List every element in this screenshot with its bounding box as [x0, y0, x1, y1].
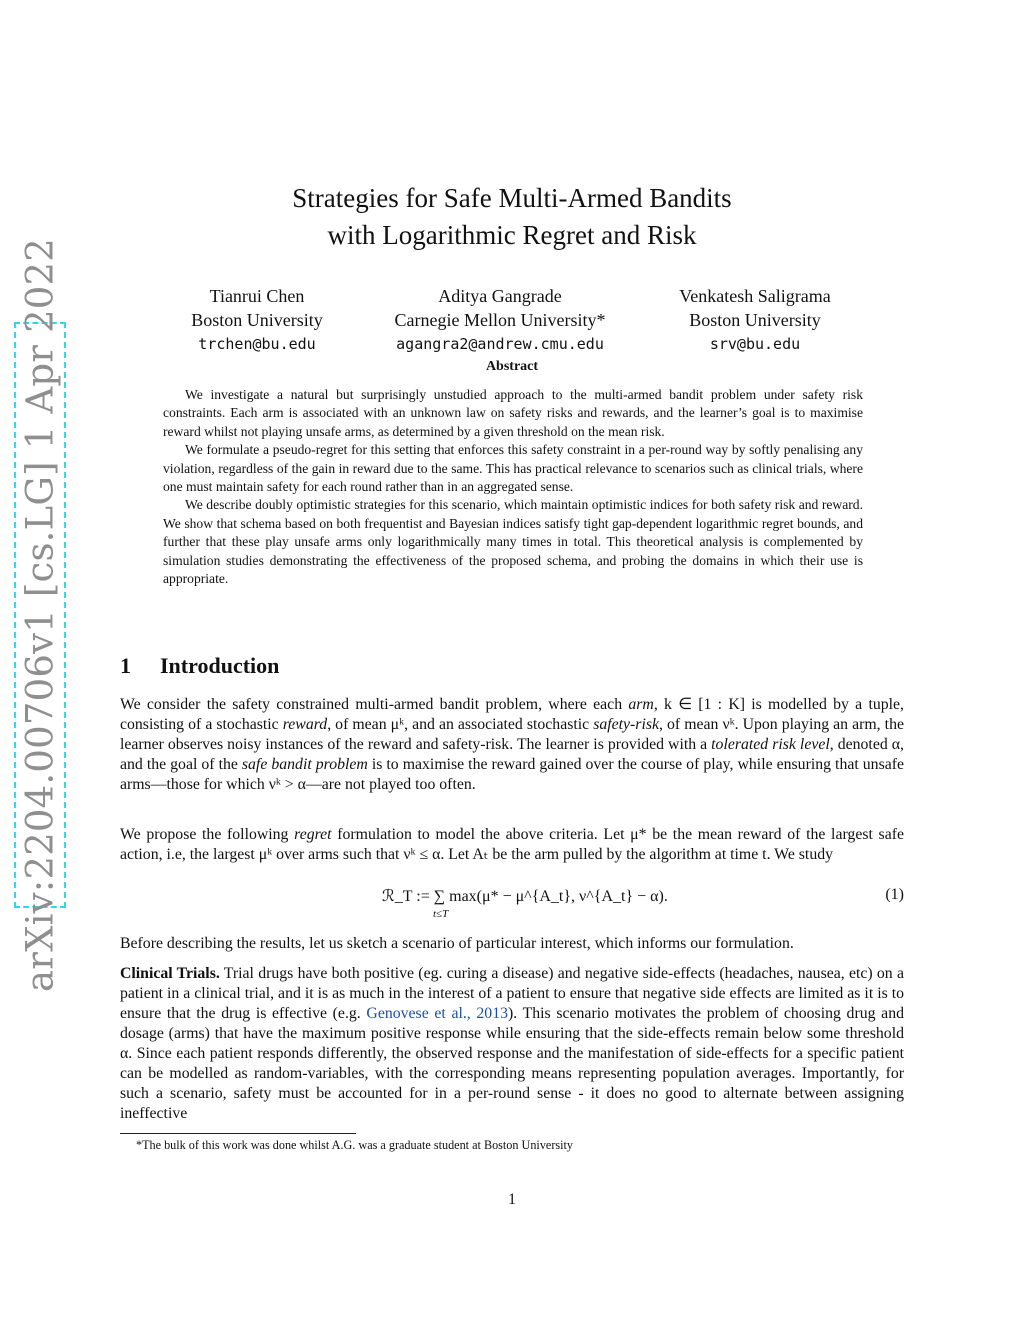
clinical-trials-paragraph: Clinical Trials. Trial drugs have both positive (eg. curing a disease) and negative side-effects (headaches, nausea, etc) on a patient in a clinical trial, and it is as much in the interest of a patient to ensure that negative side effects are limited as it is to ensure that the drug is effective (e.g. Genovese et al., 2013). This scenario motivates the problem of choosing drug and dosage (arms) that have the maximum positive response while ensuring that the side-effects remain below some threshold α. Since each patient responds differently, the observed response and the manifestation of side-effects for a specific patient can be modelled as random-variables, with the corresponding means representing population averages. Importantly, for such a scenario, safety must be accounted for in a per-round sense - it does no good to alternate between assigning ineffective: [120, 965, 904, 1122]
equation-number: (1): [885, 886, 904, 903]
abstract: [163, 386, 863, 588]
abstract-heading: Abstract: [485, 359, 539, 374]
author-block: [137, 284, 377, 356]
intro-paragraph-3: Before describing the results, let us sketch a scenario of particular interest, which informs our formulation.: [120, 935, 794, 952]
abstract-paragraph: We formulate a pseudo-regret for this setting that enforces this safety constraint in a per-round way by softly penalising any violation, regardless of the gain in reward due to the same. This has practical relevance to scenarios such as clinical trials, where one must maintain safety for each round rather than in an aggregated sense.: [163, 442, 863, 495]
paper-title-line-2: with Logarithmic Regret and Risk: [327, 220, 697, 250]
footnote-rule: [120, 1133, 356, 1134]
equation-subscript: t≤T: [433, 908, 449, 920]
equation-body: ℛ_T := ∑ max(μ* − μ^{A_t}, ν^{A_t} − α).: [382, 888, 668, 905]
author-email[interactable]: srv@bu.edu: [709, 335, 801, 353]
section-title: Introduction: [160, 653, 280, 678]
author-affiliation: Boston University: [191, 310, 323, 330]
arxiv-watermark: arXiv:2204.00706v1 [cs.LG] 1 Apr 2022: [18, 237, 62, 993]
abstract-paragraph: We describe doubly optimistic strategies for this scenario, which maintain optimistic indices for both safety risk and reward. We show that schema based on both frequentist and Bayesian indices satisfy tight gap-dependent logarithmic regret bounds, and further that these play unsafe arms only logarithmically many times in total. This theoretical analysis is complemented by simulation studies demonstrating the effectiveness of the proposed schema, and probing the domains in which their use is appropriate.: [163, 497, 863, 587]
author-email[interactable]: trchen@bu.edu: [198, 335, 316, 353]
footnote: *The bulk of this work was done whilst A.G. was a graduate student at Boston University: [136, 1138, 573, 1152]
author-name: Aditya Gangrade: [438, 286, 562, 306]
author-affiliation: Carnegie Mellon University*: [394, 310, 606, 330]
citation-link[interactable]: Genovese et al., 2013: [366, 1005, 509, 1022]
author-name: Tianrui Chen: [209, 286, 305, 306]
equation-1: [120, 886, 904, 926]
author-name: Venkatesh Saligrama: [679, 286, 831, 306]
author-block: [635, 284, 875, 356]
paper-title-line-1: Strategies for Safe Multi-Armed Bandits: [292, 183, 732, 213]
section-heading: [120, 653, 279, 679]
author-block: [380, 284, 620, 356]
author-affiliation: Boston University: [689, 310, 821, 330]
intro-paragraph-1: We consider the safety constrained multi-armed bandit problem, where each arm, k ∈ [1 : K] is modelled by a tuple, consisting of a stochastic reward, of mean μᵏ, and an associated stochastic safety-risk, of mean νᵏ. Upon playing an arm, the learner observes noisy instances of the reward and safety-risk. The learner is provided with a tolerated risk level, denoted α, and the goal of the safe bandit problem is to maximise the reward gained over the course of play, while ensuring that unsafe arms—those for which νᵏ > α—are not played too often.: [120, 696, 904, 793]
author-email[interactable]: agangra2@andrew.cmu.edu: [396, 335, 604, 353]
arxiv-watermark-box: [14, 237, 66, 993]
page-number: 1: [508, 1191, 516, 1208]
section-number: 1: [120, 653, 131, 678]
intro-paragraph-2: We propose the following regret formulation to model the above criteria. Let μ* be the mean reward of the largest safe action, i.e, the largest μᵏ over arms such that νᵏ ≤ α. Let Aₜ be the arm pulled by the algorithm at time t. We study: [120, 826, 904, 863]
paragraph-heading: Clinical Trials.: [120, 965, 220, 982]
abstract-paragraph: We investigate a natural but surprisingly unstudied approach to the multi-armed bandit problem under safety risk constraints. Each arm is associated with an unknown law on safety risks and rewards, and the learner’s goal is to maximise reward whilst not playing unsafe arms, as determined by a given threshold on the mean risk.: [163, 387, 863, 439]
